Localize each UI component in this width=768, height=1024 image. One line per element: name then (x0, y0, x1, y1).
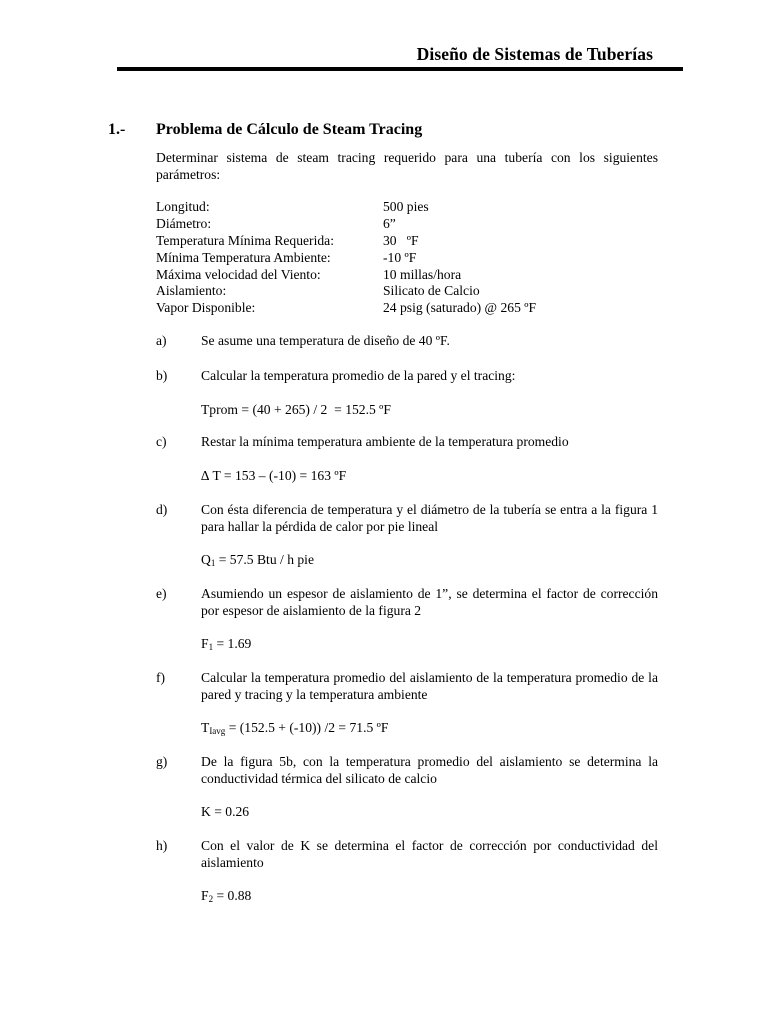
parameter-label: Diámetro: (156, 215, 212, 231)
formula-k: K = 0.26 (201, 804, 250, 819)
formula-value: = 57.5 Btu / h pie (215, 552, 314, 567)
parameter-value: 500 pies (383, 199, 429, 214)
header-rule (117, 67, 683, 71)
parameter-value: 30 ºF (383, 232, 419, 248)
parameter-row (156, 267, 676, 284)
parameter-value: Silicato de Calcio (383, 283, 480, 299)
parameter-label: Máxima velocidad del Viento: (156, 266, 321, 282)
step-text: De la figura 5b, con la temperatura promedio del aislamiento se determina la conductividad térmica del silicato de calcio (201, 754, 658, 786)
parameter-label: Aislamiento: (156, 283, 227, 299)
step-letter: g) (156, 754, 168, 769)
step-letter: e) (156, 586, 167, 601)
parameter-value: -10 ºF (383, 249, 417, 265)
step-text: Se asume una temperatura de diseño de 40 ºF. (201, 333, 450, 348)
step-text: Con el valor de K se determina el factor de corrección por conductividad del aislamiento (201, 838, 658, 870)
step-text: Calcular la temperatura promedio de la pared y el tracing: (201, 368, 516, 383)
step-letter: c) (156, 434, 167, 449)
formula-value: = 0.88 (213, 888, 252, 903)
formula-subscript: 1 (208, 642, 214, 652)
formula-value: = (152.5 + (-10)) /2 = 71.5 ºF (225, 720, 389, 735)
formula-q1 (201, 552, 314, 568)
step-letter: f) (156, 670, 166, 685)
step-letter: a) (156, 333, 167, 348)
formula-symbol: F (201, 888, 209, 903)
parameter-row (156, 216, 676, 233)
formula-tiavg (201, 720, 388, 736)
parameter-label: Mínima Temperatura Ambiente: (156, 249, 331, 265)
parameter-label: Temperatura Mínima Requerida: (156, 232, 334, 248)
formula-subscript: Iavg (209, 726, 226, 736)
parameter-value: 24 psig (saturado) @ 265 ºF (383, 300, 537, 316)
parameters-list (156, 199, 676, 317)
formula-tprom: Tprom = (40 + 265) / 2 = 152.5 ºF (201, 402, 391, 417)
header-title: Diseño de Sistemas de Tuberías (416, 44, 653, 64)
formula-symbol: T (201, 720, 210, 735)
parameter-row (156, 250, 676, 267)
step-letter: d) (156, 502, 168, 517)
section-number: 1.- (108, 121, 126, 138)
step-letter: b) (156, 368, 168, 383)
parameter-label: Longitud: (156, 199, 210, 214)
formula-delta-t: ∆ T = 153 – (-10) = 163 ºF (201, 468, 347, 483)
parameter-label: Vapor Disponible: (156, 300, 256, 316)
formula-symbol: Q (201, 552, 211, 567)
step-text: Calcular la temperatura promedio del aislamiento de la temperatura promedio de la pared y tracing y la temperatura ambiente (201, 670, 658, 702)
parameter-value: 10 millas/hora (383, 266, 462, 282)
parameter-row (156, 283, 676, 300)
step-letter: h) (156, 838, 168, 853)
formula-subscript: 2 (208, 894, 214, 904)
step-text: Restar la mínima temperatura ambiente de la temperatura promedio (201, 434, 569, 449)
formula-symbol: F (201, 636, 209, 651)
formula-subscript: 1 (210, 558, 216, 568)
formula-f2 (201, 888, 251, 904)
parameter-row (156, 233, 676, 250)
parameter-row (156, 199, 676, 216)
parameter-value: 6” (383, 215, 396, 231)
formula-f1 (201, 636, 251, 652)
formula-value: = 1.69 (213, 636, 252, 651)
step-text: Con ésta diferencia de temperatura y el diámetro de la tubería se entra a la figura 1 para hallar la pérdida de calor por pie lineal (201, 502, 658, 534)
parameter-row (156, 300, 676, 317)
section-title: Problema de Cálculo de Steam Tracing (156, 121, 423, 138)
intro-paragraph: Determinar sistema de steam tracing requerido para una tubería con los siguientes parámetros: (156, 150, 658, 182)
step-text: Asumiendo un espesor de aislamiento de 1”, se determina el factor de corrección por espesor de aislamiento de la figura 2 (201, 586, 658, 618)
